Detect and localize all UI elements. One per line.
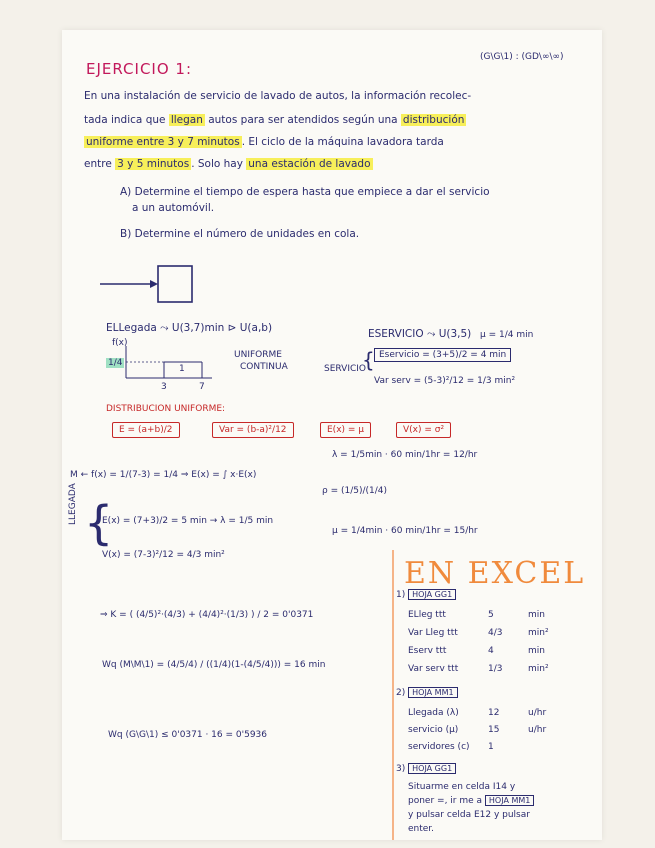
- gg1-row: Eserv ttt 4 min: [408, 646, 545, 656]
- highlight-one-station: una estación de lavado: [248, 158, 371, 170]
- question-b: B) Determine el número de unidades en cola.: [120, 228, 360, 240]
- servicio-label: SERVICIO: [324, 364, 366, 374]
- service-distribution: ESERVICIO ⤳ U(3,5): [368, 328, 472, 340]
- variance-sigma: V(x) = σ²: [396, 422, 451, 438]
- arrival-mean: E(x) = (7+3)/2 = 5 min → λ = 1/5 min: [102, 516, 274, 526]
- statement-line-1: En una instalación de servicio de lavado de autos, la información recolec-: [84, 90, 472, 102]
- servicio-brace: {: [362, 348, 375, 372]
- excel-step-2: poner =, ir me a HOJA MM1: [408, 796, 534, 806]
- arrival-variance: V(x) = (7-3)²/12 = 4/3 min²: [102, 550, 225, 560]
- fx-label: f(x): [112, 338, 128, 348]
- excel-step-1: Situarme en celda I14 y: [408, 782, 516, 792]
- k-formula: ⇒ K = ( (4/5)²·(4/3) + (4/4)²·(1/3) ) / 2 = 0'0371: [100, 610, 314, 620]
- sheet-mm1-tag: HOJA MM1: [408, 687, 457, 698]
- mm1-row: servidores (c) 1: [408, 742, 494, 752]
- expectation-mu: E(x) = μ: [320, 422, 371, 438]
- question-a-line-1: A) Determine el tiempo de espera hasta que empiece a dar el servicio: [120, 186, 490, 198]
- notebook-page: [62, 30, 602, 840]
- gg1-table: [408, 610, 588, 682]
- uniform-sketch: [124, 346, 214, 386]
- exercise-title: EJERCICIO 1:: [86, 60, 193, 78]
- service-mu: μ = 1/4 min: [480, 330, 534, 340]
- kendall-notation: (G\G\1) : (GD\∞\∞): [480, 52, 564, 62]
- gg1-row: Var serv ttt 1/3 min²: [408, 664, 549, 674]
- statement-line-3: uniforme entre 3 y 7 minutos . El ciclo de la máquina lavadora tarda: [86, 136, 444, 148]
- sheet-gg1-step-tag: HOJA GG1: [408, 763, 456, 774]
- wq-gg1: Wq (G\G\1) ≤ 0'0371 · 16 = 0'5936: [108, 730, 268, 740]
- sheet-mm1-ref-tag: HOJA MM1: [485, 795, 534, 806]
- excel-step-3: y pulsar celda E12 y pulsar: [408, 810, 530, 820]
- queue-sketch: [98, 260, 238, 310]
- sheet-gg1-heading: 1) HOJA GG1: [396, 590, 456, 600]
- rho-line: ρ = (1/5)/(1/4): [322, 486, 388, 496]
- uniform-heading: DISTRIBUCION UNIFORME:: [106, 404, 226, 414]
- uniform-mean-formula: E = (a+b)/2: [112, 422, 180, 438]
- mu-line: μ = 1/4min · 60 min/1hr = 15/hr: [332, 526, 478, 536]
- pdf-line: M ← f(x) = 1/(7-3) = 1/4 ⇒ E(x) = ∫ x·E(x): [70, 470, 257, 480]
- highlight-service-range: 3 y 5 minutos: [117, 158, 190, 170]
- tick-3: 3: [161, 382, 167, 392]
- mm1-table: [408, 708, 588, 759]
- excel-title: EN EXCEL: [404, 556, 586, 591]
- gg1-row: ELleg ttt 5 min: [408, 610, 545, 620]
- highlight-llegan: llegan: [170, 114, 203, 126]
- service-mean: Eservicio = (3+5)/2 = 4 min: [374, 348, 511, 362]
- mm1-row: servicio (μ) 15 u/hr: [408, 725, 547, 735]
- sheet-gg1-tag: HOJA GG1: [408, 589, 456, 600]
- arrival-arrow-head: [150, 280, 158, 288]
- excel-step-4: enter.: [408, 824, 435, 834]
- sheet-mm1-heading: 2) HOJA MM1: [396, 688, 458, 698]
- density-quarter: 1/4: [108, 358, 123, 368]
- gg1-row: Var Lleg ttt 4/3 min²: [408, 628, 549, 638]
- uniform-label: UNIFORME: [234, 350, 282, 360]
- mm1-row: Llegada (λ) 12 u/hr: [408, 708, 547, 718]
- sheet-gg1-step-heading: 3) HOJA GG1: [396, 764, 456, 774]
- highlight-uniforme: uniforme entre 3 y 7 minutos: [86, 136, 240, 148]
- excel-divider: [392, 550, 394, 840]
- statement-line-4: entre 3 y 5 minutos . Solo hay una estación de lavado: [84, 158, 371, 170]
- llegada-brace: {: [84, 496, 114, 550]
- wq-mm1: Wq (M\M\1) = (4/5/4) / ((1/4)(1-(4/5/4))) = 16 min: [102, 660, 326, 670]
- llegada-label: LLEGADA: [68, 483, 78, 525]
- question-a-line-2: a un automóvil.: [132, 202, 215, 214]
- arrival-distribution: ELLegada ⤳ U(3,7)min ⊳ U(a,b): [106, 322, 273, 334]
- highlight-distribucion: distribución: [402, 114, 465, 126]
- tick-7: 7: [199, 382, 205, 392]
- uniform-variance-formula: Var = (b-a)²/12: [212, 422, 294, 438]
- server-box: [158, 266, 192, 302]
- continua-label: CONTINUA: [240, 362, 288, 372]
- area-one: 1: [179, 364, 185, 374]
- service-variance: Var serv = (5-3)²/12 = 1/3 min²: [374, 376, 516, 386]
- lambda-line: λ = 1/5min · 60 min/1hr = 12/hr: [332, 450, 478, 460]
- statement-line-2: tada indica que llegan autos para ser atendidos según una distribución: [84, 114, 465, 126]
